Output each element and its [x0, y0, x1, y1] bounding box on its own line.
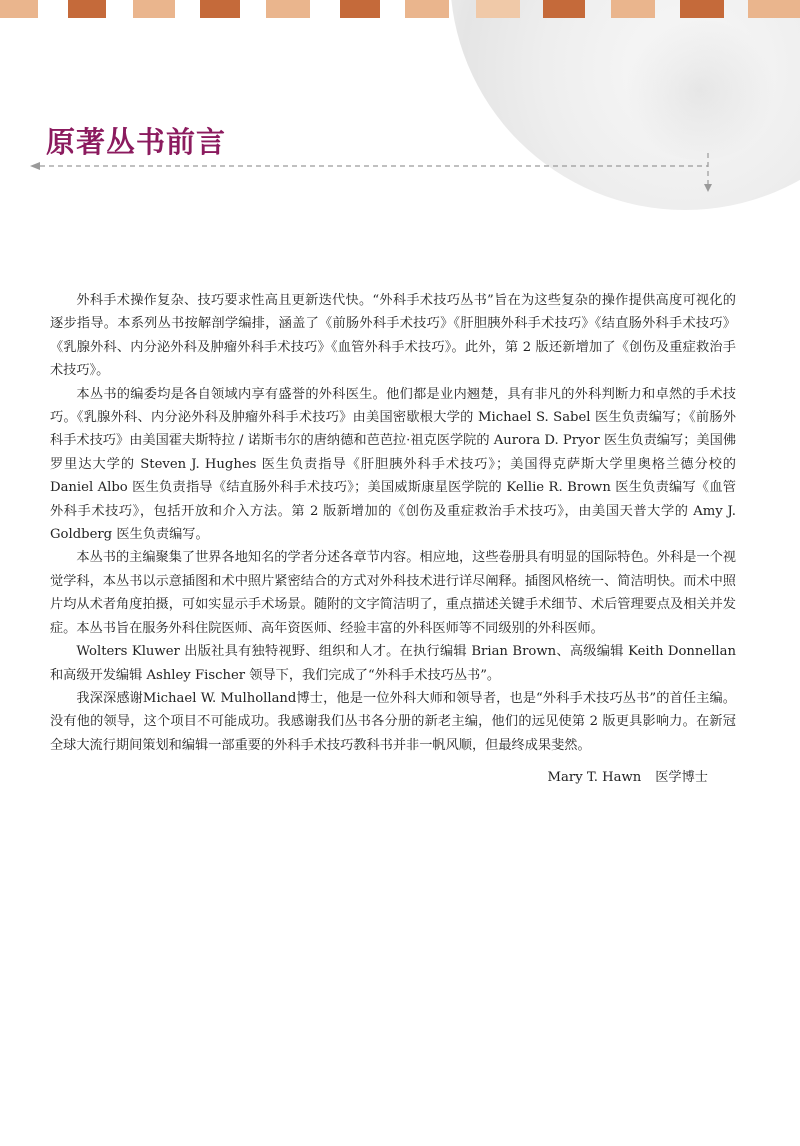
page-title: 原著丛书前言: [46, 125, 227, 159]
preface-body: [50, 289, 736, 757]
paragraph-1: 外科手术操作复杂、技巧要求性高且更新迭代快。“外科手术技巧丛书”旨在为这些复杂的操作提供高度可视化的逐步指导。本系列丛书按解剖学编排，涵盖了《前肠外科手术技巧》《肝胆胰外科手术技巧》《结直肠外科手术技巧》《乳腺外科、内分泌外科及肿瘤外科手术技巧》《血管外科手术技巧》。此外，第 2 版还新增加了《创伤及重症救治手术技巧》。: [50, 293, 736, 379]
signature-name: Mary T. Hawn: [547, 770, 642, 785]
signature: [50, 767, 708, 789]
top-decorative-strip: [0, 0, 800, 18]
signature-degree: 医学博士: [655, 770, 708, 785]
decorative-background-glow: [620, 20, 780, 160]
paragraph-3: 本丛书的主编聚集了世界各地知名的学者分述各章节内容。相应地，这些卷册具有明显的国际特色。外科是一个视觉学科，本丛书以示意插图和术中照片紧密结合的方式对外科技术进行详尽阐释。插图风格统一、简洁明快。而术中照片均从术者角度拍摄，可如实显示手术场景。随附的文字简洁明了，重点描述关键手术细节、术后管理要点及相关并发症。本丛书旨在服务外科住院医师、高年资医师、经验丰富的外科医师等不同级别的外科医师。: [50, 550, 736, 636]
dashed-divider-arrows: [0, 150, 800, 210]
paragraph-4: Wolters Kluwer 出版社具有独特视野、组织和人才。在执行编辑 Brian Brown、高级编辑 Keith Donnellan 和高级开发编辑 Ashley Fischer 领导下，我们完成了“外科手术技巧丛书”。: [50, 644, 736, 683]
paragraph-2: 本丛书的编委均是各自领域内享有盛誉的外科医生。他们都是业内翘楚，具有非凡的外科判断力和卓然的手术技巧。《乳腺外科、内分泌外科及肿瘤外科手术技巧》由美国密歇根大学的 Michael S. Sabel 医生负责编写；《前肠外科手术技巧》由美国霍夫斯特拉 / 诺斯韦尔的唐纳德和芭芭拉·祖克医学院的 Aurora D. Pryor 医生负责编写；美国佛罗里达大学的 Steven J. Hughes 医生负责指导《肝胆胰外科手术技巧》；美国得克萨斯大学里奥格兰德分校的 Daniel Albo 医生负责指导《结直肠外科手术技巧》；美国威斯康星医学院的 Kellie R. Brown 医生负责编写《血管外科手术技巧》，包括开放和介入方法。第 2 版新增加的《创伤及重症救治手术技巧》，由美国天普大学的 Amy J. Goldberg 医生负责编写。: [50, 386, 736, 543]
paragraph-5: 我深深感谢Michael W. Mulholland博士，他是一位外科大师和领导者，也是“外科手术技巧丛书”的首任主编。没有他的领导，这个项目不可能成功。我感谢我们丛书各分册的新老主编，他们的远见使第 2 版更具影响力。在新冠全球大流行期间策划和编辑一部重要的外科手术技巧教科书并非一帆风顺，但最终成果斐然。: [50, 690, 736, 753]
